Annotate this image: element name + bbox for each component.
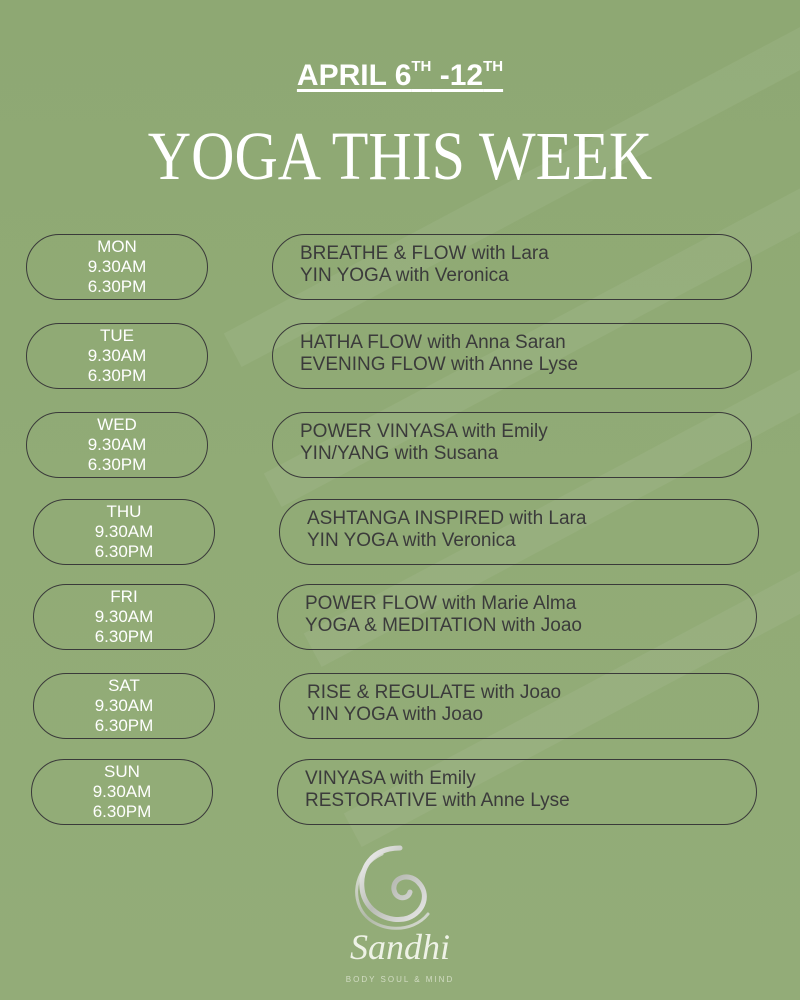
class-morning: ASHTANGA INSPIRED with Lara [307,508,587,529]
class-pill-sun [277,759,757,825]
time-evening: 6.30PM [94,542,154,561]
date-range-heading: APRIL 6TH -12TH [296,58,504,92]
day-pill-thu [33,499,215,565]
day-label: THU [106,502,142,521]
class-pill-wed [272,412,752,478]
brand-tagline: BODY SOUL & MIND [345,975,455,984]
class-evening: RESTORATIVE with Anne Lyse [305,790,570,811]
time-evening: 6.30PM [87,366,147,385]
day-pill-tue [26,323,208,389]
time-evening: 6.30PM [92,802,152,821]
time-evening: 6.30PM [94,716,154,735]
day-pill-fri [33,584,215,650]
class-pill-tue [272,323,752,389]
class-evening: YIN YOGA with Joao [307,704,484,725]
time-morning: 9.30AM [87,435,147,454]
class-morning: RISE & REGULATE with Joao [307,682,562,703]
time-morning: 9.30AM [87,346,147,365]
day-label: SAT [108,676,140,695]
class-evening: EVENING FLOW with Anne Lyse [300,354,579,375]
class-pill-mon [272,234,752,300]
day-label: MON [97,237,137,256]
time-morning: 9.30AM [87,257,147,276]
time-evening: 6.30PM [87,455,147,474]
time-evening: 6.30PM [87,277,147,296]
time-morning: 9.30AM [94,522,154,541]
time-morning: 9.30AM [92,782,152,801]
day-pill-sat [33,673,215,739]
day-pill-sun [31,759,213,825]
class-pill-thu [279,499,759,565]
day-pill-wed [26,412,208,478]
page-title: YOGA THIS WEEK [147,117,653,194]
class-evening: YOGA & MEDITATION with Joao [305,615,582,636]
class-evening: YIN YOGA with Veronica [300,265,509,286]
class-pill-fri [277,584,757,650]
class-morning: POWER VINYASA with Emily [300,421,548,442]
class-evening: YIN YOGA with Veronica [307,530,516,551]
class-morning: VINYASA with Emily [305,768,476,789]
time-evening: 6.30PM [94,627,154,646]
class-morning: BREATHE & FLOW with Lara [300,243,549,264]
day-pill-mon [26,234,208,300]
time-morning: 9.30AM [94,696,154,715]
time-morning: 9.30AM [94,607,154,626]
class-pill-sat [279,673,759,739]
day-label: TUE [100,326,134,345]
day-label: FRI [110,587,138,606]
class-morning: HATHA FLOW with Anna Saran [300,332,566,353]
class-morning: POWER FLOW with Marie Alma [305,593,577,614]
day-label: SUN [104,762,140,781]
brand-name: Sandhi [349,927,450,967]
class-evening: YIN/YANG with Susana [300,443,499,464]
day-label: WED [97,415,137,434]
